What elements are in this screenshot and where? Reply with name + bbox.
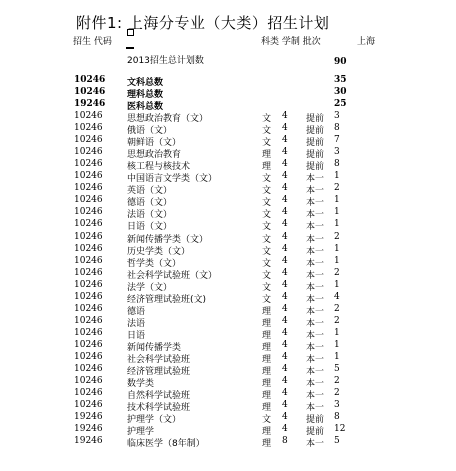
shanghai-quota: 5 <box>334 364 340 375</box>
study-length: 4 <box>282 219 288 230</box>
school-code: 10246 <box>74 400 103 411</box>
major-name: 中国语言文学类（文） <box>127 174 218 185</box>
subject-type: 文 <box>262 198 272 209</box>
page-title: 附件1: 上海分专业（大类）招生计划 <box>76 14 330 32</box>
school-code: 19246 <box>74 412 103 423</box>
header-type-length-batch: 科类 学制 批次 <box>261 37 321 47</box>
shanghai-quota: 1 <box>334 327 340 338</box>
school-code: 19246 <box>74 99 106 110</box>
shanghai-quota: 1 <box>334 279 340 290</box>
school-code: 10246 <box>74 219 103 230</box>
school-code: 10246 <box>74 267 103 278</box>
table-row <box>0 147 456 159</box>
major-name: 历史学类（文） <box>127 246 191 257</box>
table-row <box>0 280 456 292</box>
admission-batch: 本一 <box>306 439 325 450</box>
shanghai-quota: 1 <box>334 255 340 266</box>
shanghai-quota: 3 <box>334 147 340 158</box>
total-label: 2013招生总计划数 <box>127 56 204 66</box>
study-length: 4 <box>282 339 288 350</box>
major-name: 法学（文） <box>127 282 173 293</box>
school-code: 10246 <box>74 279 103 290</box>
study-length: 4 <box>282 255 288 266</box>
subject-type: 文 <box>262 258 272 269</box>
admission-batch: 提前 <box>306 162 325 173</box>
table-row <box>0 159 456 171</box>
subject-type: 理 <box>262 330 272 341</box>
table-row <box>0 292 456 304</box>
admission-batch: 本一 <box>306 403 325 414</box>
school-code: 10246 <box>74 388 103 399</box>
major-name: 新闻传播学类（文） <box>127 234 209 245</box>
category-name: 医科总数 <box>127 102 164 113</box>
admission-batch: 本一 <box>306 246 325 257</box>
major-name: 自然科学试验班 <box>127 391 191 402</box>
major-name: 思想政治教育（文） <box>127 114 209 124</box>
major-name: 法语 <box>127 318 146 329</box>
table-row <box>0 436 456 448</box>
table-row <box>0 364 456 376</box>
school-code: 19246 <box>74 436 103 447</box>
subject-type: 理 <box>262 306 272 317</box>
shanghai-quota: 4 <box>334 291 340 302</box>
school-code: 10246 <box>74 339 103 350</box>
shanghai-quota: 8 <box>334 123 340 134</box>
shanghai-quota: 1 <box>334 352 340 362</box>
admission-batch: 本一 <box>306 282 325 293</box>
school-code: 10246 <box>74 243 103 254</box>
subject-type: 文 <box>262 174 272 185</box>
header-code: 招生 代码 <box>73 37 112 47</box>
major-name: 护理学（文） <box>127 415 182 426</box>
study-length: 4 <box>282 135 288 146</box>
school-code: 10246 <box>74 207 103 218</box>
study-length: 4 <box>282 195 288 206</box>
admission-batch: 本一 <box>306 174 325 185</box>
admission-batch: 本一 <box>306 367 325 378</box>
study-length: 4 <box>282 147 288 158</box>
admission-batch: 本一 <box>306 198 325 209</box>
shanghai-quota: 2 <box>334 231 340 242</box>
shanghai-quota: 35 <box>334 75 347 85</box>
shanghai-quota: 3 <box>334 111 340 121</box>
major-name: 德语（文） <box>127 198 173 209</box>
major-name: 法语（文） <box>127 210 173 221</box>
table-row <box>0 328 456 340</box>
subject-type: 理 <box>262 355 272 365</box>
study-length: 4 <box>282 267 288 278</box>
shanghai-quota: 25 <box>334 99 347 110</box>
study-length: 4 <box>282 291 288 302</box>
school-code: 10246 <box>74 364 103 375</box>
admission-batch: 本一 <box>306 270 325 281</box>
table-row <box>0 111 456 123</box>
major-name: 技术科学试验班 <box>127 403 191 414</box>
study-length: 4 <box>282 231 288 242</box>
shanghai-quota: 2 <box>334 267 340 278</box>
shanghai-quota: 1 <box>334 243 340 254</box>
major-name: 德语 <box>127 306 146 317</box>
major-name: 日语 <box>127 330 146 341</box>
school-code: 10246 <box>74 327 103 338</box>
admission-batch: 本一 <box>306 306 325 317</box>
subject-type: 理 <box>262 162 272 173</box>
admission-batch: 本一 <box>306 379 325 390</box>
subject-type: 文 <box>262 282 272 293</box>
total-value: 90 <box>334 57 347 67</box>
school-code: 10246 <box>74 147 103 158</box>
shanghai-quota: 3 <box>334 400 340 411</box>
subject-type: 文 <box>262 210 272 221</box>
summary-row <box>0 75 456 87</box>
school-code: 10246 <box>74 111 103 121</box>
school-code: 10246 <box>74 87 106 98</box>
summary-row <box>0 99 456 111</box>
shanghai-quota: 2 <box>334 376 340 387</box>
school-code: 10246 <box>74 75 106 85</box>
table-row <box>0 412 456 424</box>
school-code: 10246 <box>74 303 103 314</box>
study-length: 4 <box>282 159 288 170</box>
shanghai-quota: 8 <box>334 412 340 423</box>
major-name: 核工程与核技术 <box>127 162 191 173</box>
school-code: 10246 <box>74 123 103 134</box>
school-code: 10246 <box>74 195 103 206</box>
admission-batch: 本一 <box>306 355 325 365</box>
table-row <box>0 195 456 207</box>
table-row <box>0 424 456 436</box>
major-name: 英语（文） <box>127 186 173 197</box>
dash-mark <box>126 47 134 49</box>
subject-type: 理 <box>262 318 272 329</box>
admission-batch: 本一 <box>306 342 325 353</box>
shanghai-quota: 1 <box>334 339 340 350</box>
shanghai-quota: 7 <box>334 135 340 146</box>
subject-type: 文 <box>262 138 272 149</box>
subject-type: 理 <box>262 367 272 378</box>
table-row <box>0 268 456 280</box>
shanghai-quota: 2 <box>334 303 340 314</box>
admission-batch: 提前 <box>306 427 325 438</box>
table-row <box>0 207 456 219</box>
study-length: 4 <box>282 424 288 435</box>
major-name: 朝鲜语（文） <box>127 138 182 149</box>
shanghai-quota: 12 <box>334 424 346 435</box>
admission-batch: 提前 <box>306 126 325 137</box>
subject-type: 文 <box>262 246 272 257</box>
study-length: 4 <box>282 243 288 254</box>
subject-type: 文 <box>262 415 272 426</box>
study-length: 4 <box>282 207 288 218</box>
admission-batch: 本一 <box>306 294 325 305</box>
study-length: 4 <box>282 352 288 362</box>
major-name: 社会科学试验班（文） <box>127 270 218 281</box>
school-code: 10246 <box>74 183 103 194</box>
study-length: 4 <box>282 315 288 326</box>
table-row <box>0 388 456 400</box>
study-length: 4 <box>282 171 288 182</box>
table-row <box>0 352 456 364</box>
study-length: 4 <box>282 111 288 121</box>
shanghai-quota: 8 <box>334 159 340 170</box>
admission-batch: 提前 <box>306 150 325 161</box>
study-length: 4 <box>282 123 288 134</box>
school-code: 10246 <box>74 315 103 326</box>
study-length: 4 <box>282 303 288 314</box>
shanghai-quota: 1 <box>334 171 340 182</box>
table-row <box>0 232 456 244</box>
major-name: 临床医学（8年制） <box>127 439 205 450</box>
subject-type: 理 <box>262 342 272 353</box>
school-code: 10246 <box>74 352 103 362</box>
subject-type: 文 <box>262 294 272 305</box>
study-length: 4 <box>282 388 288 399</box>
major-name: 数学类 <box>127 379 155 390</box>
shanghai-quota: 2 <box>334 388 340 399</box>
subject-type: 文 <box>262 222 272 233</box>
table-row <box>0 123 456 135</box>
table-row <box>0 219 456 231</box>
subject-type: 理 <box>262 379 272 390</box>
subject-type: 文 <box>262 186 272 197</box>
subject-type: 理 <box>262 403 272 414</box>
admission-batch: 提前 <box>306 114 325 124</box>
study-length: 8 <box>282 436 288 447</box>
major-name: 社会科学试验班 <box>127 355 191 365</box>
admission-batch: 本一 <box>306 258 325 269</box>
school-code: 10246 <box>74 255 103 266</box>
shanghai-quota: 1 <box>334 219 340 230</box>
study-length: 4 <box>282 400 288 411</box>
school-code: 19246 <box>74 424 103 435</box>
subject-type: 理 <box>262 439 272 450</box>
admission-batch: 本一 <box>306 186 325 197</box>
subject-type: 文 <box>262 126 272 137</box>
study-length: 4 <box>282 364 288 375</box>
table-row <box>0 400 456 412</box>
school-code: 10246 <box>74 171 103 182</box>
table-row <box>0 340 456 352</box>
study-length: 4 <box>282 376 288 387</box>
table-row <box>0 171 456 183</box>
major-name: 思想政治教育 <box>127 150 182 161</box>
table-row <box>0 244 456 256</box>
subject-type: 文 <box>262 270 272 281</box>
table-row <box>0 183 456 195</box>
subject-type: 理 <box>262 150 272 161</box>
subject-type: 理 <box>262 391 272 402</box>
major-name: 经济管理试验班(文) <box>127 294 207 305</box>
major-name: 日语（文） <box>127 222 173 233</box>
admission-batch: 本一 <box>306 318 325 329</box>
shanghai-quota: 5 <box>334 436 340 447</box>
table-row <box>0 316 456 328</box>
major-name: 护理学 <box>127 427 155 438</box>
admission-batch: 本一 <box>306 330 325 341</box>
study-length: 4 <box>282 183 288 194</box>
major-name: 新闻传播学类 <box>127 342 182 353</box>
shanghai-quota: 2 <box>334 183 340 194</box>
table-row <box>0 256 456 268</box>
school-code: 10246 <box>74 135 103 146</box>
study-length: 4 <box>282 327 288 338</box>
subject-type: 文 <box>262 234 272 245</box>
school-code: 10246 <box>74 376 103 387</box>
study-length: 4 <box>282 279 288 290</box>
study-length: 4 <box>282 412 288 423</box>
header-shanghai: 上海 <box>357 37 376 47</box>
table-row <box>0 304 456 316</box>
shanghai-quota: 1 <box>334 207 340 218</box>
admission-batch: 本一 <box>306 222 325 233</box>
subject-type: 理 <box>262 427 272 438</box>
admission-batch: 本一 <box>306 391 325 402</box>
checkbox-icon <box>127 29 134 36</box>
shanghai-quota: 2 <box>334 315 340 326</box>
admission-batch: 提前 <box>306 415 325 426</box>
admission-batch: 本一 <box>306 234 325 245</box>
major-name: 哲学类（文） <box>127 258 182 269</box>
school-code: 10246 <box>74 231 103 242</box>
school-code: 10246 <box>74 291 103 302</box>
admission-batch: 提前 <box>306 138 325 149</box>
summary-row <box>0 87 456 99</box>
table-row <box>0 135 456 147</box>
major-name: 经济管理试验班 <box>127 367 191 378</box>
shanghai-quota: 1 <box>334 195 340 206</box>
school-code: 10246 <box>74 159 103 170</box>
shanghai-quota: 30 <box>334 87 347 98</box>
admission-batch: 本一 <box>306 210 325 221</box>
category-name: 文科总数 <box>127 78 164 88</box>
table-row <box>0 376 456 388</box>
major-name: 俄语（文） <box>127 126 173 137</box>
subject-type: 文 <box>262 114 272 124</box>
category-name: 理科总数 <box>127 90 164 101</box>
